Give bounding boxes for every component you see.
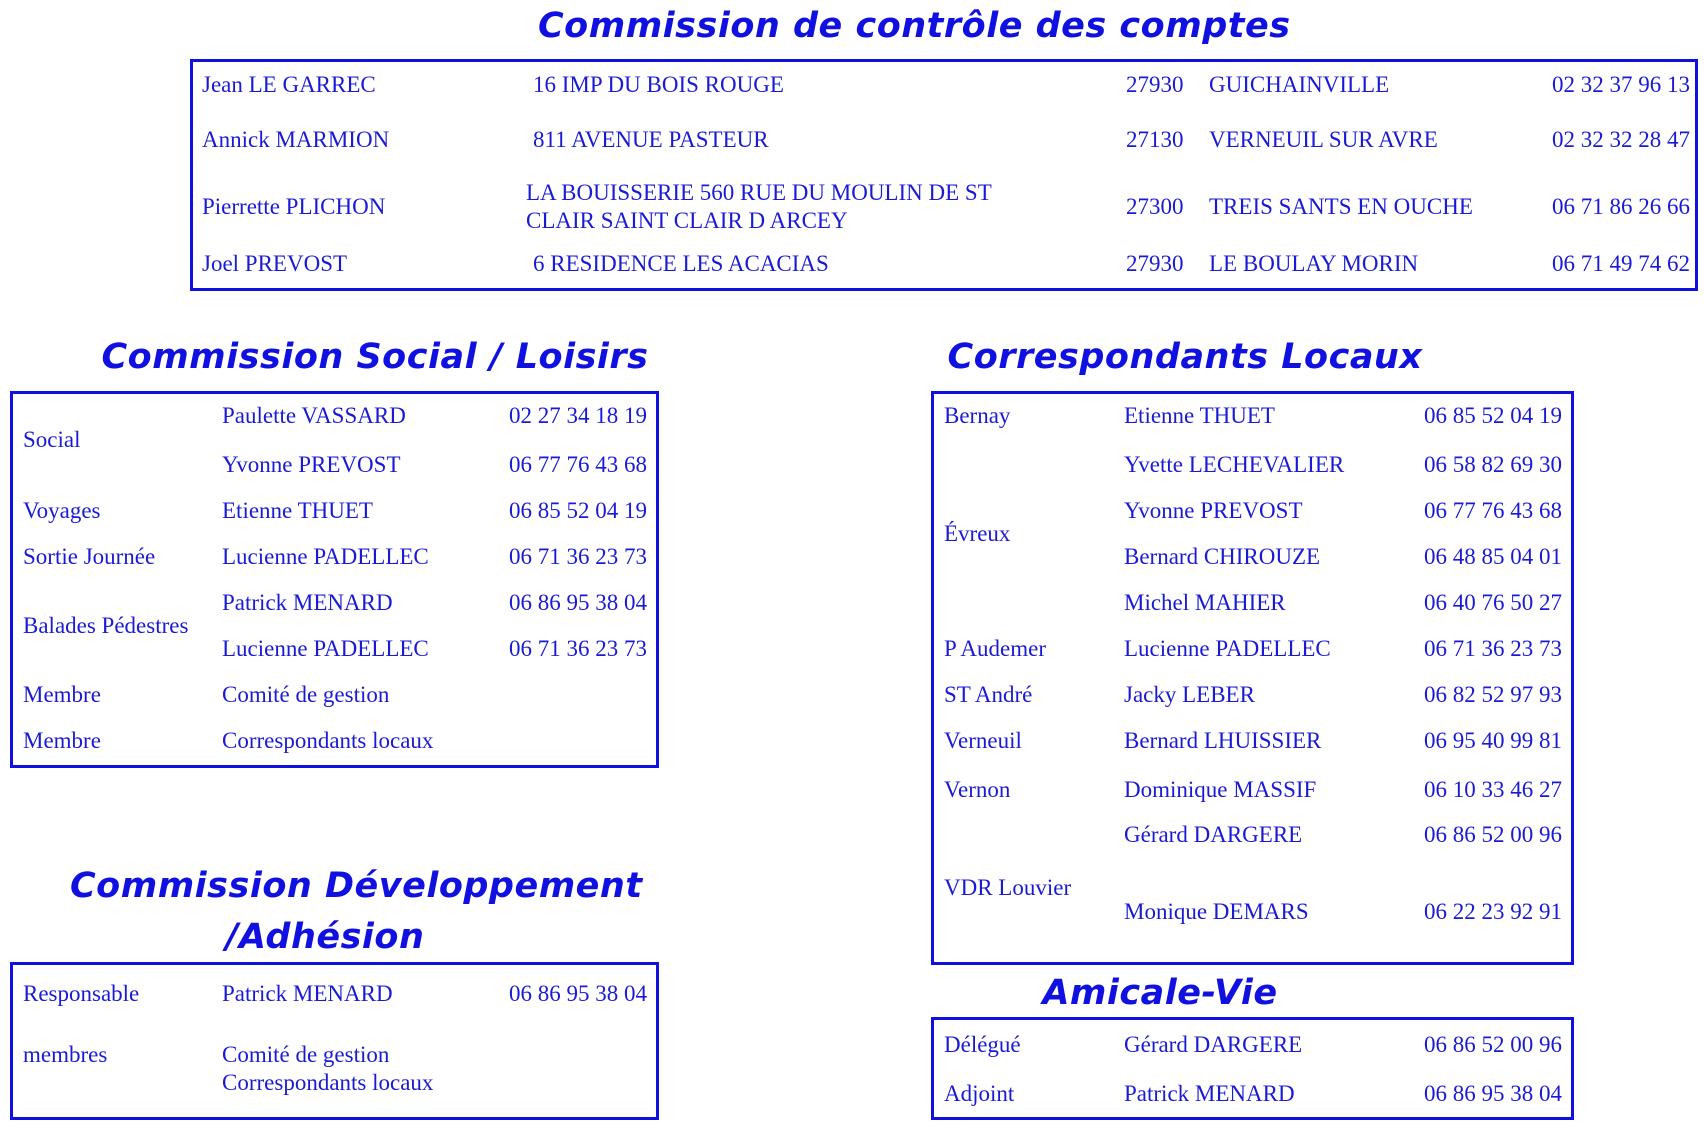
correspondants-name: Dominique MASSIF — [1124, 777, 1317, 802]
controle-name: Joel PREVOST — [202, 251, 348, 276]
social-name: Correspondants locaux — [222, 728, 434, 753]
correspondants-phone: 06 22 23 92 91 — [1424, 899, 1562, 924]
correspondants-name: Monique DEMARS — [1124, 899, 1309, 924]
controle-address: 16 IMP DU BOIS ROUGE — [533, 72, 784, 97]
controle-city: LE BOULAY MORIN — [1209, 251, 1419, 276]
controle-address: LA BOUISSERIE 560 RUE DU MOULIN DE ST — [526, 180, 992, 205]
correspondants-label: VDR Louvier — [944, 875, 1072, 900]
developpement-title-line1: Commission Développement — [70, 866, 643, 906]
correspondants-phone: 06 58 82 69 30 — [1424, 452, 1562, 477]
correspondants-phone: 06 48 85 04 01 — [1424, 544, 1562, 569]
social-phone: 02 27 34 18 19 — [509, 403, 647, 428]
correspondants-name: Yvonne PREVOST — [1124, 498, 1303, 523]
social-title: Commission Social / Loisirs — [101, 337, 649, 377]
controle-box — [190, 59, 1698, 291]
correspondants-name: Yvette LECHEVALIER — [1124, 452, 1345, 477]
controle-phone: 02 32 37 96 13 — [1552, 72, 1690, 97]
social-label: Membre — [23, 728, 101, 753]
correspondants-phone: 06 10 33 46 27 — [1424, 777, 1562, 802]
controle-address: 811 AVENUE PASTEUR — [533, 127, 769, 152]
social-name: Lucienne PADELLEC — [222, 544, 429, 569]
amicale-name: Gérard DARGERE — [1124, 1032, 1303, 1057]
controle-city: GUICHAINVILLE — [1209, 72, 1390, 97]
social-label: Social — [23, 427, 81, 452]
controle-name: Pierrette PLICHON — [202, 194, 386, 219]
developpement-name-line2: Correspondants locaux — [222, 1070, 434, 1095]
controle-phone: 06 71 49 74 62 — [1552, 251, 1690, 276]
developpement-phone: 06 86 95 38 04 — [509, 981, 647, 1006]
amicale-phone: 06 86 95 38 04 — [1424, 1081, 1562, 1106]
correspondants-phone: 06 85 52 04 19 — [1424, 403, 1562, 428]
social-phone: 06 86 95 38 04 — [509, 590, 647, 615]
correspondants-phone: 06 95 40 99 81 — [1424, 728, 1562, 753]
correspondants-title: Correspondants Locaux — [947, 337, 1423, 377]
correspondants-name: Etienne THUET — [1124, 403, 1275, 428]
social-box — [10, 391, 659, 768]
correspondants-name: Jacky LEBER — [1124, 682, 1255, 707]
controle-postcode: 27130 — [1126, 127, 1184, 152]
correspondants-label: Vernon — [944, 777, 1011, 802]
correspondants-phone: 06 77 76 43 68 — [1424, 498, 1562, 523]
controle-city: VERNEUIL SUR AVRE — [1209, 127, 1438, 152]
social-name: Etienne THUET — [222, 498, 373, 523]
amicale-label: Délégué — [944, 1032, 1021, 1057]
correspondants-label: Verneuil — [944, 728, 1022, 753]
correspondants-name: Lucienne PADELLEC — [1124, 636, 1331, 661]
developpement-name: Comité de gestion — [222, 1042, 390, 1067]
amicale-phone: 06 86 52 00 96 — [1424, 1032, 1562, 1057]
developpement-name: Patrick MENARD — [222, 981, 393, 1006]
controle-postcode: 27930 — [1126, 72, 1184, 97]
social-label: Voyages — [23, 498, 101, 523]
correspondants-label: ST André — [944, 682, 1033, 707]
correspondants-label: Évreux — [944, 521, 1011, 546]
social-name: Lucienne PADELLEC — [222, 636, 429, 661]
correspondants-label: P Audemer — [944, 636, 1046, 661]
social-label: Balades Pédestres — [23, 613, 189, 638]
amicale-name: Patrick MENARD — [1124, 1081, 1295, 1106]
controle-postcode: 27930 — [1126, 251, 1184, 276]
correspondants-phone: 06 71 36 23 73 — [1424, 636, 1562, 661]
social-label: Sortie Journée — [23, 544, 156, 569]
controle-postcode: 27300 — [1126, 194, 1184, 219]
amicale-label: Adjoint — [944, 1081, 1015, 1106]
social-phone: 06 71 36 23 73 — [509, 636, 647, 661]
controle-title: Commission de contrôle des comptes — [538, 6, 1291, 46]
social-phone: 06 77 76 43 68 — [509, 452, 647, 477]
controle-phone: 02 32 32 28 47 — [1552, 127, 1690, 152]
social-name: Patrick MENARD — [222, 590, 393, 615]
social-name: Yvonne PREVOST — [222, 452, 401, 477]
controle-name: Annick MARMION — [202, 127, 390, 152]
social-phone: 06 85 52 04 19 — [509, 498, 647, 523]
social-label: Membre — [23, 682, 101, 707]
correspondants-phone: 06 40 76 50 27 — [1424, 590, 1562, 615]
developpement-title-line2: /Adhésion — [225, 917, 425, 957]
correspondants-label: Bernay — [944, 403, 1011, 428]
correspondants-phone: 06 82 52 97 93 — [1424, 682, 1562, 707]
developpement-label: membres — [23, 1042, 108, 1067]
correspondants-name: Bernard LHUISSIER — [1124, 728, 1322, 753]
controle-address-line2: CLAIR SAINT CLAIR D ARCEY — [526, 208, 848, 233]
controle-address: 6 RESIDENCE LES ACACIAS — [533, 251, 829, 276]
controle-phone: 06 71 86 26 66 — [1552, 194, 1690, 219]
controle-city: TREIS SANTS EN OUCHE — [1209, 194, 1473, 219]
correspondants-name: Gérard DARGERE — [1124, 822, 1303, 847]
correspondants-phone: 06 86 52 00 96 — [1424, 822, 1562, 847]
social-phone: 06 71 36 23 73 — [509, 544, 647, 569]
amicale-title: Amicale-Vie — [1042, 973, 1278, 1013]
social-name: Paulette VASSARD — [222, 403, 406, 428]
correspondants-name: Michel MAHIER — [1124, 590, 1286, 615]
social-name: Comité de gestion — [222, 682, 390, 707]
developpement-label: Responsable — [23, 981, 140, 1006]
correspondants-name: Bernard CHIROUZE — [1124, 544, 1321, 569]
controle-name: Jean LE GARREC — [202, 72, 376, 97]
